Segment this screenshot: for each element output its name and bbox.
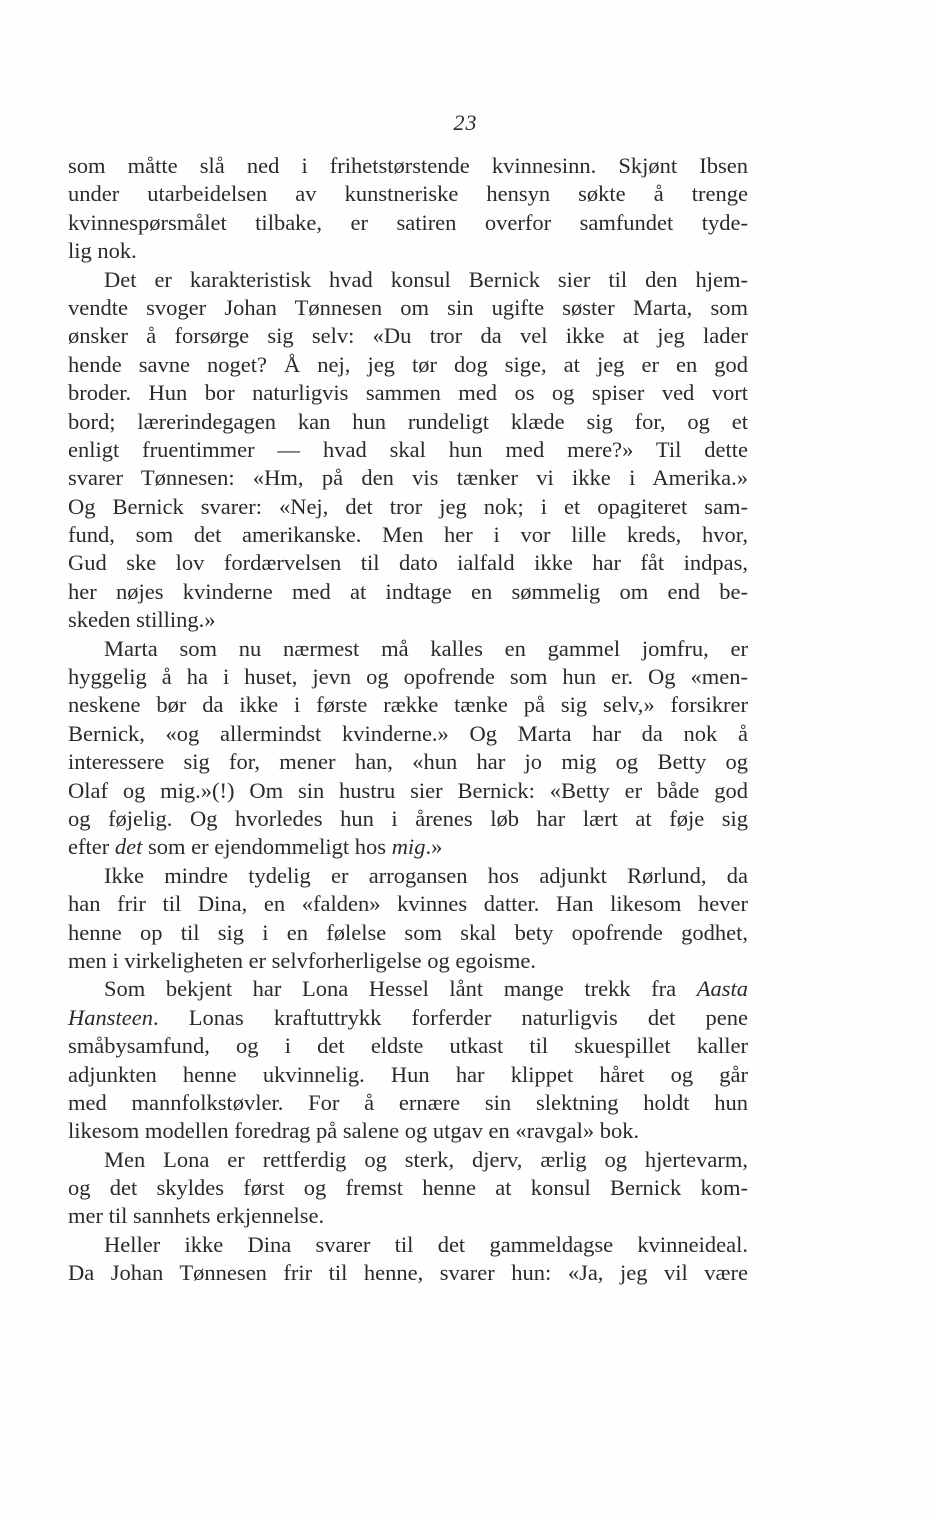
italic-text: Aasta [696,976,748,1002]
text-line: med mannfolkstøvler. For å ernære sin slektning holdt hun [68,1089,748,1115]
text-line: men i virkeligheten er selvforherligelse og egoisme. [68,947,536,973]
text-line: interessere sig for, mener han, «hun har jo mig og Betty og [68,749,748,775]
text-line: vendte svoger Johan Tønnesen om sin ugifte søster Marta, som [68,294,748,320]
text-line: Da Johan Tønnesen frir til henne, svarer hun: «Ja, jeg vil være [68,1260,748,1286]
text-line [68,975,748,1003]
italic-text: mig [391,834,426,860]
italic-text: det [114,834,143,860]
text-segment: .» [425,834,443,860]
text-line: som måtte slå ned i frihetstørstende kvinnesinn. Skjønt Ibsen [68,153,748,178]
italic-text: Hansteen [68,1004,153,1030]
text-line: Bernick, «og allermindst kvinderne.» Og Marta har da nok å [68,720,748,746]
text-line: henne op til sig i en følelse som skal bety opofrende godhet, [68,919,748,945]
text-line [68,833,748,861]
text-line: broder. Hun bor naturligvis sammen med os og spiser ved vort [68,380,748,406]
text-line: hyggelig å ha i huset, jevn og opofrende som hun er. Og «men- [68,664,748,690]
text-line: under utarbeidelsen av kunstneriske hensyn søkte å trenge [68,181,748,207]
text-segment: efter [68,834,115,860]
page-number: 23 [453,110,478,135]
text-line: fund, som det amerikanske. Men her i vor lille kreds, hvor, [68,522,748,548]
text-line: svarer Tønnesen: «Hm, på den vis tænker vi ikke i Amerika.» [68,465,748,491]
text-line: Olaf og mig.»(!) Om sin hustru sier Bernick: «Betty er både god [68,777,748,803]
text-line: Det er karakteristisk hvad konsul Bernick sier til den hjem- [104,266,748,292]
text-line: bord; lærerindegagen kan hun rundeligt klæde sig for, og et [68,408,748,434]
text-segment: Som bekjent har Lona Hessel lånt mange trekk fra [104,976,697,1002]
text-line: mer til sannhets erkjennelse. [68,1203,325,1229]
text-line: her nøjes kvinderne med at indtage en sømmelig om end be- [68,578,748,604]
text-line: Og Bernick svarer: «Nej, det tror jeg nok; i et opagiteret sam- [68,493,748,519]
text-line: han frir til Dina, en «falden» kvinnes datter. Han likesom hever [68,891,748,917]
text-segment: som er ejendommeligt hos [142,834,392,860]
text-line: ønsker å forsørge sig selv: «Du tror da vel ikke at jeg lader [68,323,748,349]
text-line: enligt fruentimmer — hvad skal hun med mere?» Til dette [68,436,748,462]
text-line: skeden stilling.» [68,607,216,633]
text-line: neskene bør da ikke i første række tænke på sig selv,» forsikrer [68,692,748,718]
text-line: Marta som nu nærmest må kalles en gammel jomfru, er [104,635,748,661]
text-segment: . Lonas kraftuttrykk forferder naturligvis det pene [152,1004,748,1030]
text-line: Heller ikke Dina svarer til det gammeldagse kvinneideal. [104,1231,748,1257]
text-line [68,1004,748,1032]
text-line: Gud ske lov fordærvelsen til dato ialfald ikke har fåt indpas, [68,550,748,576]
text-line: likesom modellen foredrag på salene og utgav en «ravgal» bok. [68,1118,640,1144]
text-line: og det skyldes først og fremst henne at konsul Bernick kom- [68,1175,748,1201]
text-line: lig nok. [68,238,137,264]
text-line: Ikke mindre tydelig er arrogansen hos adjunkt Rørlund, da [104,862,748,888]
body-text [68,152,748,1288]
text-line: småbysamfund, og i det eldste utkast til skuespillet kaller [68,1033,748,1059]
text-line: og føjelig. Og hvorledes hun i årenes løb har lært at føje sig [68,805,748,831]
text-line: Men Lona er rettferdig og sterk, djerv, ærlig og hjertevarm, [104,1146,748,1172]
text-line: hende savne noget? Å nej, jeg tør dog sige, at jeg er en god [68,351,748,377]
text-line: kvinnespørsmålet tilbake, er satiren overfor samfundet tyde- [68,209,748,235]
text-line: adjunkten henne ukvinnelig. Hun har klippet håret og går [68,1061,748,1087]
